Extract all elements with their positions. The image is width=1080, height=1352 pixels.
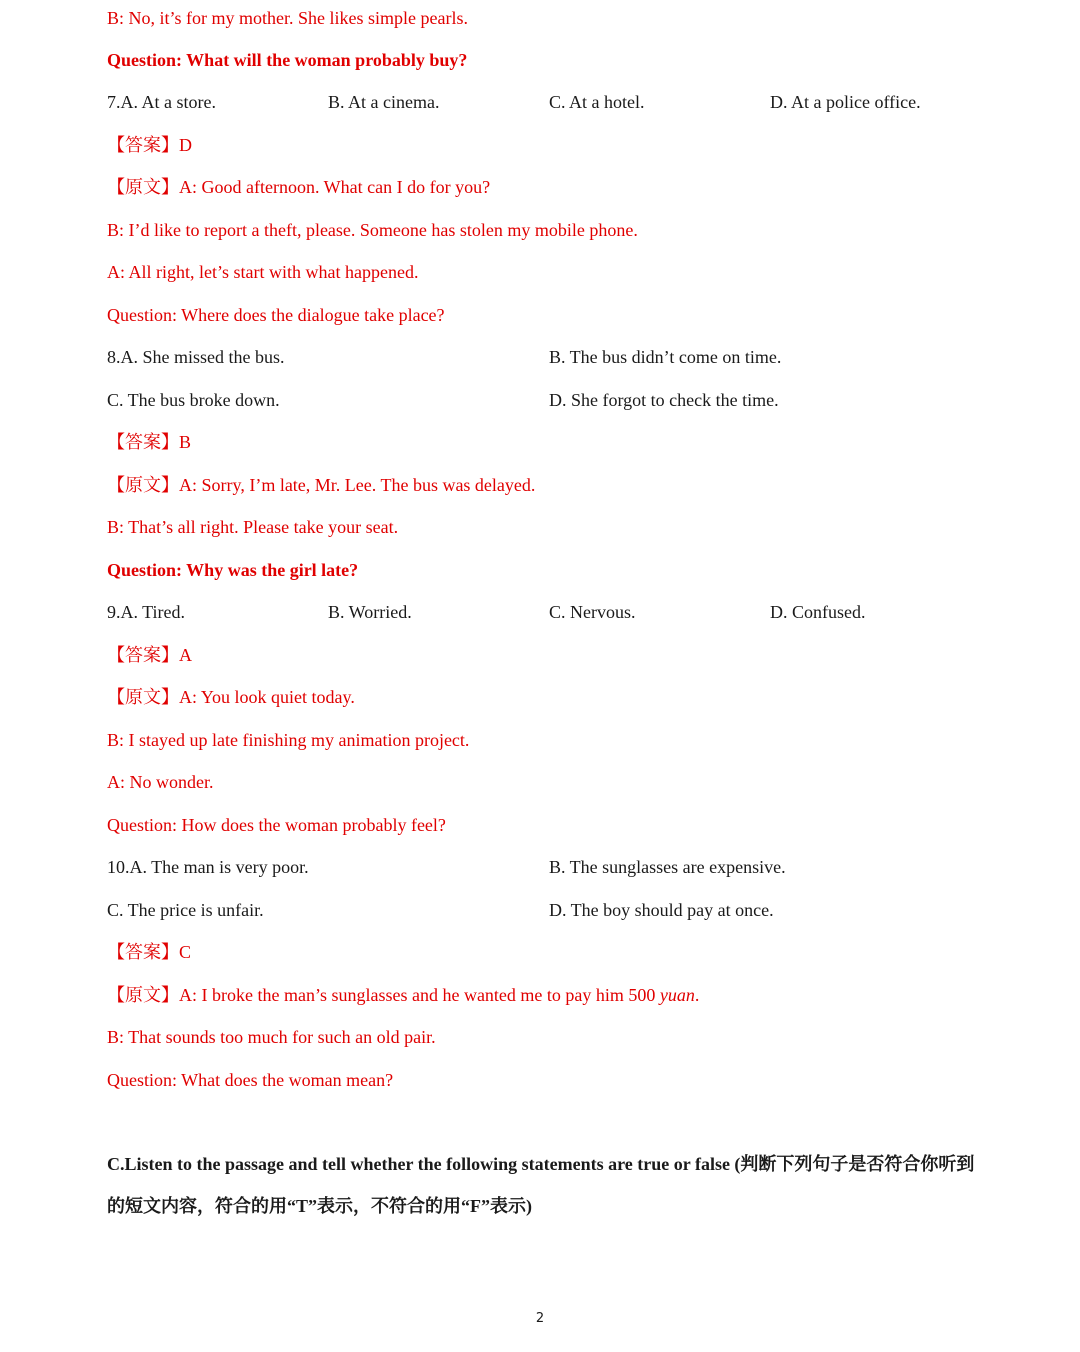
q10-option-d: D. The boy should pay at once. [549,900,774,920]
q8-transcript-a: 【原文】A: Sorry, I’m late, Mr. Lee. The bus was delayed. [107,475,536,495]
q7-transcript-a2: A: All right, let’s start with what happened. [107,262,419,282]
q10-option-a: 10.A. The man is very poor. [107,857,309,877]
page-number: 2 [535,1311,545,1326]
q10-answer: 【答案】C [107,942,192,962]
q10-question: Question: What does the woman mean? [107,1070,394,1090]
q9-option-b: B. Worried. [328,602,412,622]
q9-transcript-a1: 【原文】A: You look quiet today. [107,687,355,707]
q8-option-b: B. The bus didn’t come on time. [549,347,782,367]
q9-option-d: D. Confused. [770,602,866,622]
q7-options [0,91,1080,113]
q9-options [0,601,1080,623]
q10-transcript-a-period: . [694,985,700,1005]
q10-option-c: C. The price is unfair. [107,900,264,920]
q8-option-c: C. The bus broke down. [107,390,280,410]
q7-option-a: 7.A. At a store. [107,92,216,112]
q7-option-b: B. At a cinema. [328,92,440,112]
q8-option-d: D. She forgot to check the time. [549,390,779,410]
q8-option-a: 8.A. She missed the bus. [107,347,285,367]
q9-option-a: 9.A. Tired. [107,602,186,622]
q9-transcript-b: B: I stayed up late finishing my animation project. [107,730,470,750]
q10-transcript-a-text: 【原文】A: I broke the man’s sunglasses and he wanted me to pay him 500 [107,985,660,1005]
q8-question: Question: Why was the girl late? [107,560,359,580]
q7-question: Question: Where does the dialogue take place? [107,305,445,325]
q10-transcript-b: B: That sounds too much for such an old pair. [107,1027,436,1047]
q7-transcript-a1: 【原文】A: Good afternoon. What can I do for you? [107,177,491,197]
q6-question: Question: What will the woman probably buy? [107,50,468,70]
q6-transcript-b: B: No, it’s for my mother. She likes simple pearls. [107,8,468,28]
q8-transcript-b: B: That’s all right. Please take your seat. [107,517,399,537]
q10-options-row2 [0,899,1080,921]
q7-transcript-b: B: I’d like to report a theft, please. Someone has stolen my mobile phone. [107,220,638,240]
q8-answer: 【答案】B [107,432,192,452]
q7-option-c: C. At a hotel. [549,92,645,112]
q10-options-row1 [0,856,1080,878]
q8-options-row2 [0,389,1080,411]
q10-option-b: B. The sunglasses are expensive. [549,857,786,877]
q9-transcript-a2: A: No wonder. [107,772,214,792]
q9-question: Question: How does the woman probably feel? [107,815,446,835]
q9-answer: 【答案】A [107,645,192,665]
q7-option-d: D. At a police office. [770,92,921,112]
q10-transcript-a [107,984,699,1006]
q7-answer: 【答案】D [107,135,192,155]
q9-option-c: C. Nervous. [549,602,636,622]
q10-transcript-a-italic: yuan [659,985,695,1005]
q8-options-row1 [0,346,1080,368]
section-c-heading: C.Listen to the passage and tell whether the following statements are true or false (判断下列句子是否符合你听到的短文内容，符合的用“T”表示，不符合的用“F”表示) [107,1154,975,1216]
